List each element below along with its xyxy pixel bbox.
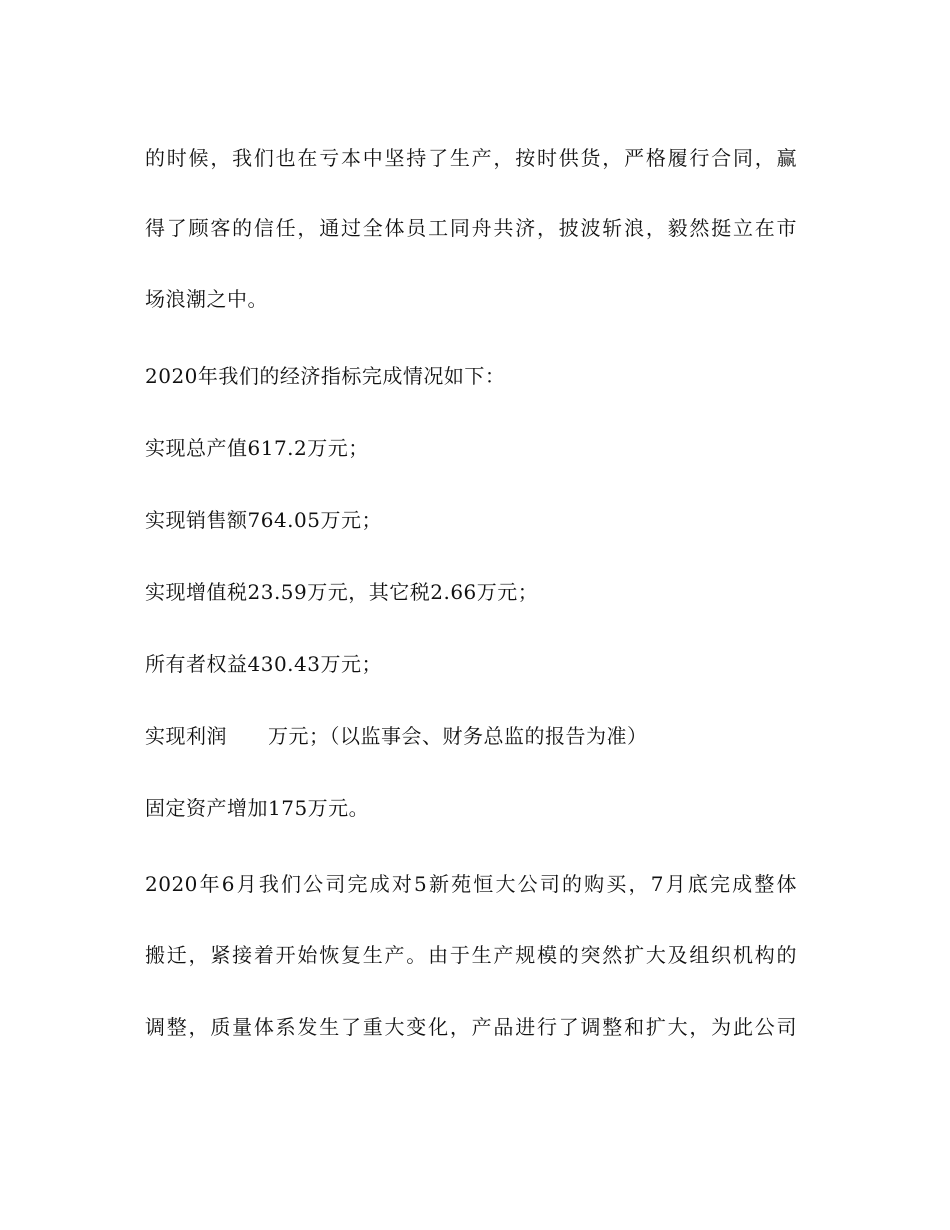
paragraph-line-1: 的时候，我们也在亏本中坚持了生产，按时供货，严格履行合同，赢 — [145, 146, 797, 170]
paragraph2-line-1: 2020年6月我们公司完成对5新苑恒大公司的购买，7月底完成整体 — [145, 872, 797, 896]
indicator-total-output: 实现总产值617.2万元； — [145, 436, 369, 460]
paragraph2-line-2: 搬迁，紧接着开始恢复生产。由于生产规模的突然扩大及组织机构的 — [145, 943, 797, 967]
paragraph-line-3: 场浪潮之中。 — [145, 287, 268, 311]
indicator-fixed-assets: 固定资产增加175万元。 — [145, 796, 370, 820]
indicator-profit: 实现利润 万元；（以监事会、财务总监的报告为准） — [145, 724, 648, 748]
paragraph2-line-3: 调整，质量体系发生了重大变化，产品进行了调整和扩大，为此公司 — [145, 1015, 797, 1039]
indicator-sales: 实现销售额764.05万元； — [145, 508, 382, 532]
indicator-owner-equity: 所有者权益430.43万元； — [145, 652, 382, 676]
indicators-heading: 2020年我们的经济指标完成情况如下： — [145, 364, 506, 388]
indicator-taxes: 实现增值税23.59万元，其它税2.66万元； — [145, 580, 539, 604]
paragraph-line-2: 得了顾客的信任，通过全体员工同舟共济，披波斩浪，毅然挺立在市 — [145, 216, 797, 240]
